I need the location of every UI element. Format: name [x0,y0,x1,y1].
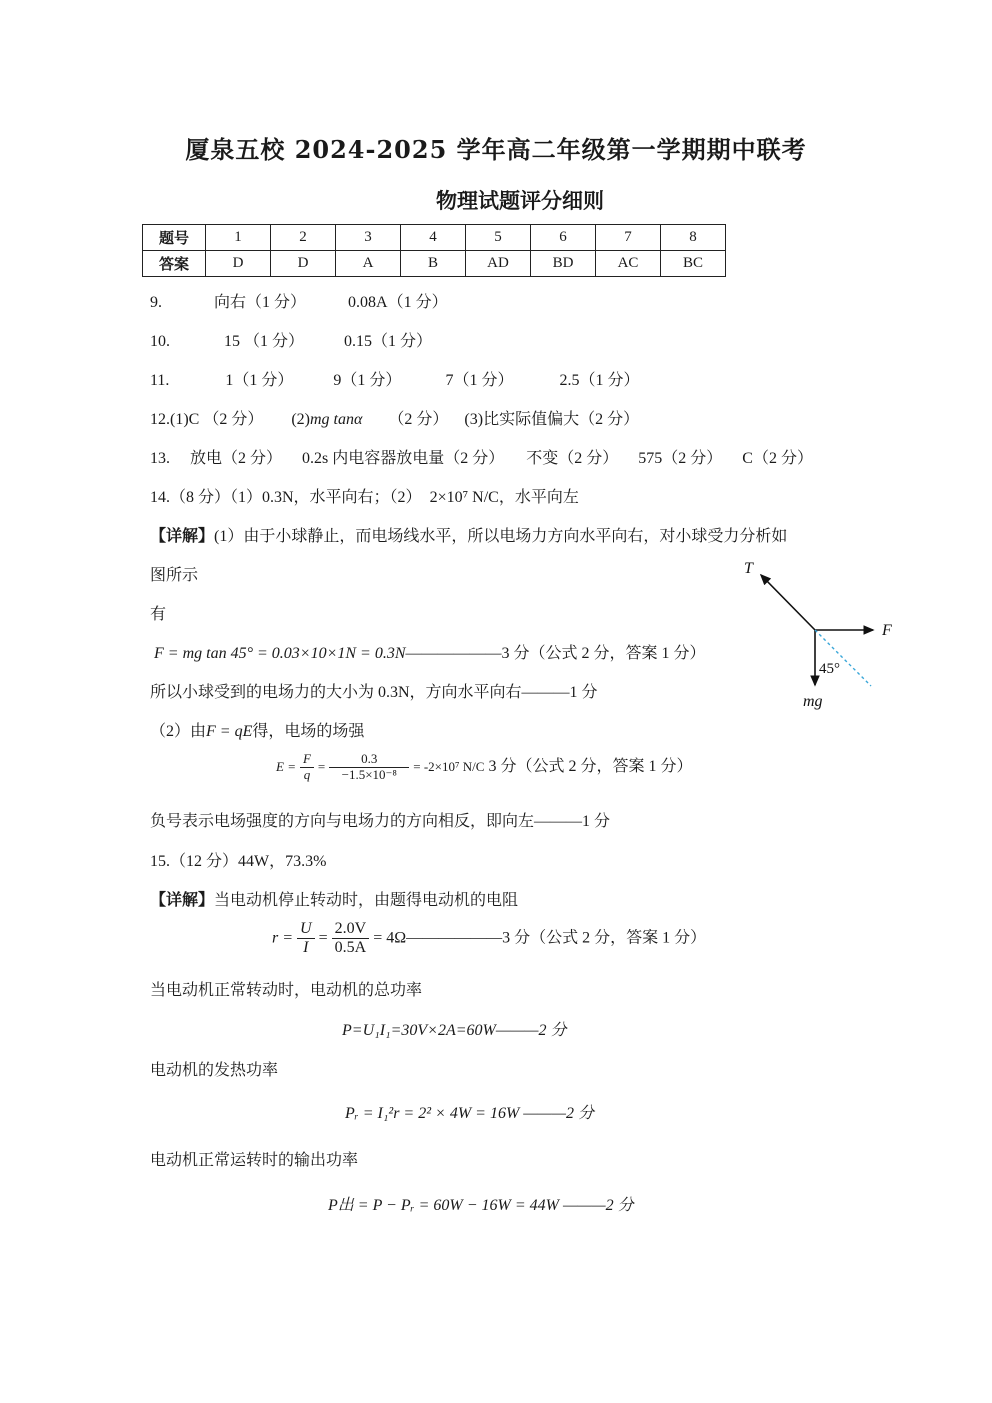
detail-text: （2）由 [150,723,207,740]
table-cell: 4 [401,225,466,251]
q14-detail-line [150,523,787,546]
angle-label: 45° [819,661,840,677]
table-cell: 8 [661,225,726,251]
table-cell: D [271,251,336,277]
answer-text: 7（1 分） [445,372,514,389]
force-diagram [735,555,905,715]
q12-line [150,406,639,429]
answer-text: 575（2 分） [638,450,723,467]
detail-text: 当电动机停止转动时，由题得电动机的电阻 [214,892,519,909]
q11-line [150,367,639,390]
answer-text: 1（1 分） [225,372,294,389]
answer-table [142,224,726,277]
table-cell: BD [531,251,596,277]
formula: = [317,759,326,775]
answer-text: 向右（1 分） [214,294,307,311]
answer-text: 15 （1 分） [224,333,305,350]
formula: = 4Ω [373,929,407,947]
table-cell: 5 [466,225,531,251]
q14-detail-line [150,718,364,741]
table-row [143,225,726,251]
detail-tag: 【详解】 [150,892,215,909]
question-number: 11. [150,372,170,389]
q15-head: 15.（12 分）44W，73.3% [150,853,327,870]
table-header-cell: 题号 [143,225,206,251]
q15-detail-line: 当电动机正常转动时，电动机的总功率 [150,982,423,999]
formula: 2×10⁷ N/C [429,489,499,506]
answer-text: 0.08A（1 分） [348,294,448,311]
page-subtitle: 物理试题评分细则 [436,188,604,213]
table-cell: 7 [596,225,661,251]
fraction: $\frac{2.0V}{0.5A}$ [332,920,370,958]
formula: r = [272,929,294,947]
q14-detail-line: 负号表示电场强度的方向与电场力的方向相反，即向左———1 分 [150,813,611,830]
table-header-cell: 答案 [143,251,206,277]
answer-text: （2 分） [388,411,449,428]
answer-text: 14.（8 分）（1）0.3N，水平向右；（2） [150,489,422,506]
table-cell: D [206,251,271,277]
table-cell: 3 [336,225,401,251]
detail-text: 得，电场的场强 [252,723,365,740]
q14-detail-line: 有 [150,606,167,623]
fraction: $\frac{0.3}{\text{−1.5×10⁻⁸}}$ [329,752,409,783]
q13-line [150,445,813,468]
table-cell: 2 [271,225,336,251]
q15-detail-line: 电动机的发热功率 [150,1062,279,1079]
answer-text: 0.2s 内电容器放电量（2 分） [302,450,505,467]
formula: E = [276,759,296,775]
force-label-T: T [744,560,753,577]
q14-equation-2 [276,752,692,783]
formula: mg tanα [310,411,363,428]
score-note: ——————3 分（公式 2 分，答案 1 分） [405,645,706,662]
q9-line [150,289,448,312]
table-cell: 1 [206,225,271,251]
table-row [143,251,726,277]
answer-text: C（2 分） [742,450,813,467]
q14-equation-1 [154,640,706,663]
q14-detail-line: 所以小球受到的电场力的大小为 0.3N，方向水平向右———1 分 [150,684,598,701]
answer-text: (3)比实际值偏大（2 分） [464,411,640,428]
resultant-dashed-line [815,630,871,686]
table-cell: AD [466,251,531,277]
fraction: $\frac{F}{q}$ [300,752,314,783]
force-label-mg: mg [803,693,823,710]
question-number: 13. [150,450,170,467]
formula: = [318,929,328,947]
force-label-F: F [882,622,892,639]
question-number: 12. [150,411,170,428]
table-cell: B [401,251,466,277]
answer-text: (2) [291,411,310,428]
table-cell: 6 [531,225,596,251]
answer-text: 放电（2 分） [190,450,283,467]
table-cell: AC [596,251,661,277]
q15-detail-line: 电动机正常运转时的输出功率 [150,1152,359,1169]
fraction: $\frac{U}{I}$ [297,920,315,958]
formula: = -2×10⁷ N/C [413,759,485,775]
answer-text: 0.15（1 分） [344,333,433,350]
answer-text: 9（1 分） [333,372,402,389]
tension-arrow [761,575,815,630]
formula: F = mg tan 45° = 0.03×10×1N = 0.3N [154,645,406,662]
answer-text: (1)C （2 分） [170,411,264,428]
answer-text: 2.5（1 分） [559,372,640,389]
table-cell: A [336,251,401,277]
detail-text: (1）由于小球静止，而电场线水平，所以电场力方向水平向右，对小球受力分析如 [214,528,788,545]
q15-detail-line [150,887,518,910]
formula: F = qE [206,723,253,740]
q15-equation-3: Pᵣ = I₁²r = 2² × 4W = 16W ———2 分 [345,1105,594,1122]
q15-equation-4: P出 = P − Pᵣ = 60W − 16W = 44W ———2 分 [328,1197,634,1214]
q14-head [150,484,579,507]
detail-tag: 【详解】 [150,528,215,545]
score-note: ——————3 分（公式 2 分，答案 1 分） [406,929,707,947]
q15-equation-1 [272,920,706,958]
answer-text: 不变（2 分） [526,450,619,467]
answer-text: ，水平向左 [498,489,579,506]
page-title: 厦泉五校 2024-2025 学年高二年级第一学期期中联考 [185,135,807,164]
question-number: 10. [150,333,170,350]
q10-line [150,328,432,351]
score-note: 3 分（公式 2 分，答案 1 分） [488,758,693,776]
q14-detail-line: 图所示 [150,567,199,584]
question-number: 9. [150,294,162,311]
table-cell: BC [661,251,726,277]
q15-equation-2: P=U₁I₁=30V×2A=60W———2 分 [342,1022,567,1039]
